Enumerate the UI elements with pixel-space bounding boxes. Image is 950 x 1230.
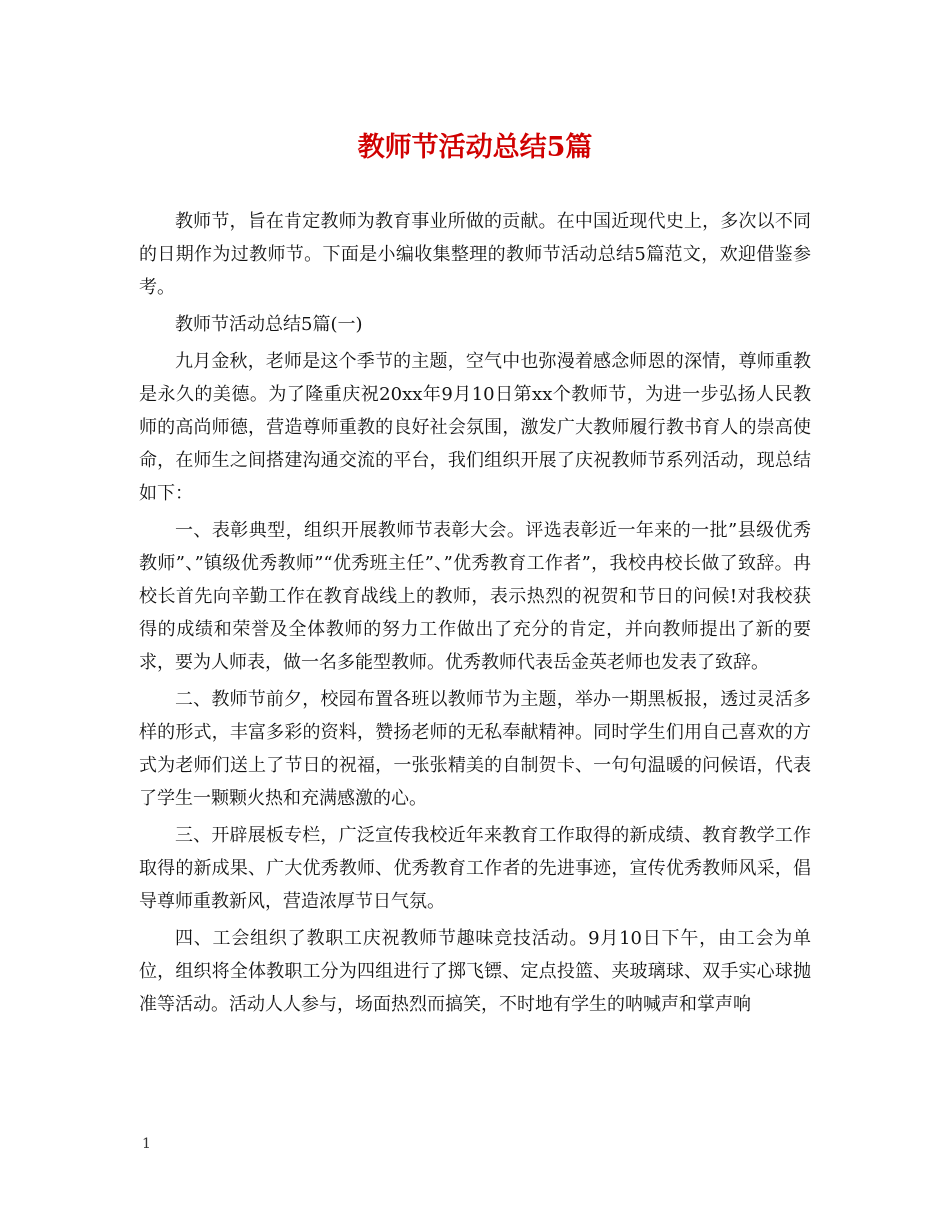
document-title: 教师节活动总结5篇 xyxy=(357,132,593,163)
paragraph-item-1: 一、表彰典型，组织开展教师节表彰大会。评选表彰近一年来的一批”县级优秀教师”、”镇级优秀教师”“优秀班主任”、”优秀教育工作者”，我校冉校长做了致辞。冉校长首先向辛勤工作在教育战线上的教师，表示热烈的祝贺和节日的问候!对我校获得的成绩和荣誉及全体教师的努力工作做出了充分的肯定，并向教师提出了新的要求，要为人师表，做一名多能型教师。优秀教师代表岳金英老师也发表了致辞。 xyxy=(139,520,811,673)
section-heading: 教师节活动总结5篇(一) xyxy=(175,314,363,335)
page-number: 1 xyxy=(142,1136,151,1152)
paragraph-item-2: 二、教师节前夕，校园布置各班以教师节为主题，举办一期黑板报，透过灵活多样的形式，丰富多彩的资料，赞扬老师的无私奉献精神。同时学生们用自己喜欢的方式为老师们送上了节日的祝福，一张张精美的自制贺卡、一句句温暖的问候语，代表了学生一颗颗火热和充满感激的心。 xyxy=(139,689,811,809)
paragraph-opening: 九月金秋，老师是这个季节的主题，空气中也弥漫着感念师恩的深情，尊师重教是永久的美德。为了隆重庆祝20xx年9月10日第xx个教师节，为进一步弘扬人民教师的高尚师德，营造尊师重教的良好社会氛围，激发广大教师履行教书育人的崇高使命，在师生之间搭建沟通交流的平台，我们组织开展了庆祝教师节系列活动，现总结如下： xyxy=(139,351,811,504)
document-body xyxy=(139,205,811,1025)
paragraph-item-3: 三、开辟展板专栏，广泛宣传我校近年来教育工作取得的新成绩、教育教学工作取得的新成果、广大优秀教师、优秀教育工作者的先进事迹，宣传优秀教师风采，倡导尊师重教新风，营造浓厚节日气氛。 xyxy=(139,825,811,912)
paragraph-intro: 教师节，旨在肯定教师为教育事业所做的贡献。在中国近现代史上，多次以不同的日期作为过教师节。下面是小编收集整理的教师节活动总结5篇范文，欢迎借鉴参考。 xyxy=(139,211,811,298)
paragraph-item-4: 四、工会组织了教职工庆祝教师节趣味竞技活动。9月10日下午，由工会为单位，组织将全体教职工分为四组进行了掷飞镖、定点投篮、夹玻璃球、双手实心球抛准等活动。活动人人参与，场面热烈而搞笑，不时地有学生的呐喊声和掌声响 xyxy=(139,928,811,1015)
